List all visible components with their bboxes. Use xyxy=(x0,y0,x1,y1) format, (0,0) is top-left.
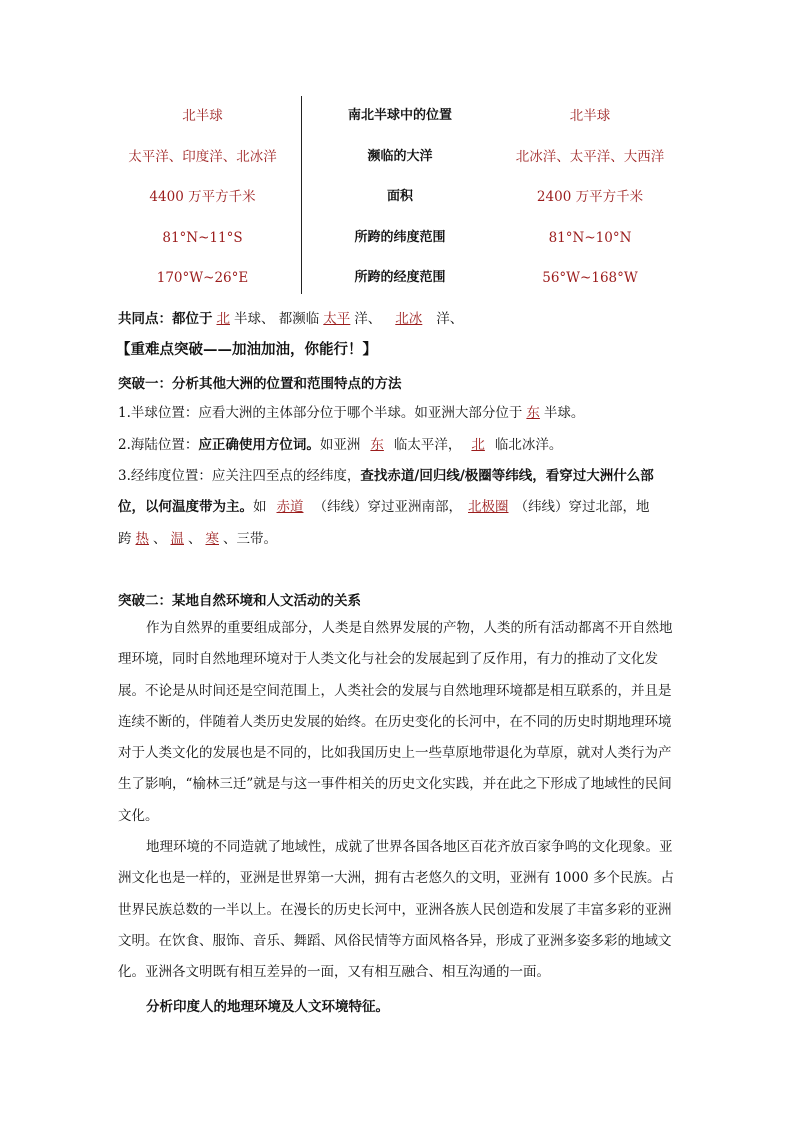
point-text: 如亚洲 xyxy=(319,437,361,453)
table-row-label: 南北半球中的位置 xyxy=(347,108,452,123)
table-row-label: 所跨的经度范围 xyxy=(354,270,446,285)
table-cell: 北冰洋、太平洋、大西洋 xyxy=(515,148,665,165)
common-prefix: 共同点：都位于 xyxy=(118,311,213,327)
point-text: 3.经纬度位置：应关注四至点的经纬度， xyxy=(118,468,361,484)
point-text: （纬线）穿过亚洲南部， xyxy=(313,499,462,515)
answer-blank: 寒 xyxy=(205,531,219,547)
answer-blank: 东 xyxy=(526,405,540,421)
answer-blank: 热 xyxy=(135,531,149,547)
table-cell: 太平洋、印度洋、北冰洋 xyxy=(128,148,277,165)
table-cell: 81°N~11°S xyxy=(162,229,243,246)
answer-blank: 北极圈 xyxy=(468,499,509,515)
table-cell: 2400 万平方千米 xyxy=(536,189,644,205)
table-left-column xyxy=(105,96,300,299)
breakthrough-two-title: 突破二：某地自然环境和人文活动的关系 xyxy=(118,593,361,609)
table-row-label: 面积 xyxy=(386,189,413,204)
point-text: 、 xyxy=(153,531,167,547)
point-text: 跨 xyxy=(118,531,132,547)
point-hemisphere xyxy=(118,401,584,421)
point-text: （纬线）穿过北部，地 xyxy=(514,499,650,515)
table-row-label: 濒临的大洋 xyxy=(367,148,433,164)
common-text: 洋、 xyxy=(436,311,464,327)
table-right-column xyxy=(500,96,680,299)
point-text: 如 xyxy=(253,499,267,515)
table-cell: 北半球 xyxy=(182,108,223,124)
point-text: 2.海陆位置： xyxy=(118,437,199,453)
common-text: 半球、 都濒临 xyxy=(234,311,320,327)
answer-blank: 东 xyxy=(370,437,384,453)
table-cell: 170°W~26°E xyxy=(156,270,249,286)
point-bold: 位，以何温度带为主。 xyxy=(118,499,253,515)
table-cell: 4400 万平方千米 xyxy=(149,189,256,205)
comparison-table xyxy=(105,96,680,294)
breakthrough-one-title: 突破一：分析其他大洲的位置和范围特点的方法 xyxy=(118,376,402,392)
point-sea-land xyxy=(118,433,562,453)
answer-blank: 赤道 xyxy=(276,499,304,515)
point-lat-long-cont xyxy=(118,495,650,515)
task-prompt: 分析印度人的地理环境及人文环境特征。 xyxy=(146,999,389,1015)
answer-blank: 温 xyxy=(170,531,184,547)
table-cell: 北半球 xyxy=(569,108,611,124)
point-zones xyxy=(118,527,277,547)
paragraph: 作为自然界的重要组成部分，人类是自然界发展的产物，人类的所有活动都离不开自然地理环境，同时自然地理环境对于人类文化与社会的发展起到了反作用，有力的推动了文化发展。不论是从时间还是空间范围上，人类社会的发展与自然地理环境都是相互联系的，并且是连续不断的，伴随着人类历史发展的始终。在历史变化的长河中，在不同的历史时期地理环境对于人类文化的发展也是不同的，比如我国历史上一些草原地带退化为草原，就对人类行为产生了影响，“榆林三迁”就是与这一事件相关的历史文化实践，并在此之下形成了地域性的民间文化。 xyxy=(118,620,673,824)
answer-blank: 北冰 xyxy=(395,311,423,327)
answer-blank: 太平 xyxy=(323,311,351,327)
table-middle-column xyxy=(300,96,500,299)
section-heading: 【重难点突破——加油加油，你能行！】 xyxy=(116,341,377,358)
table-cell: 56°W~168°W xyxy=(542,270,638,286)
common-points xyxy=(118,307,463,327)
point-text: 、 xyxy=(188,531,202,547)
answer-blank: 北 xyxy=(471,437,485,453)
paragraph: 地理环境的不同造就了地域性，成就了世界各国各地区百花齐放百家争鸣的文化现象。亚洲文化也是一样的，亚洲是世界第一大洲，拥有古老悠久的文明，亚洲有 1000 多个民族。占世界民族总数的一半以上。在漫长的历史长河中，亚洲各族人民创造和发展了丰富多彩的亚洲文明。在饮食、服饰、音乐、舞蹈、风俗民情等方面风格各异，形成了亚洲多姿多彩的地域文化。亚洲各文明既有相互差异的一面，又有相互融合、相互沟通的一面。 xyxy=(118,839,674,981)
table-cell: 81°N~10°N xyxy=(548,229,632,246)
point-bold: 应正确使用方位词。 xyxy=(198,437,320,453)
table-row-label: 所跨的纬度范围 xyxy=(354,229,446,245)
point-lat-long xyxy=(118,464,654,484)
point-text: 半球。 xyxy=(543,405,585,421)
point-bold: 查找赤道/回归线/极圈等纬线，看穿过大洲什么部 xyxy=(360,468,654,484)
point-text: 临太平洋， xyxy=(393,437,462,453)
point-text: 1.半球位置：应看大洲的主体部分位于哪个半球。如亚洲大部分位于 xyxy=(118,405,523,421)
answer-blank: 北 xyxy=(216,311,230,327)
point-text: 、三带。 xyxy=(223,531,277,547)
common-text: 洋、 xyxy=(354,311,382,327)
point-text: 临北冰洋。 xyxy=(494,437,563,453)
